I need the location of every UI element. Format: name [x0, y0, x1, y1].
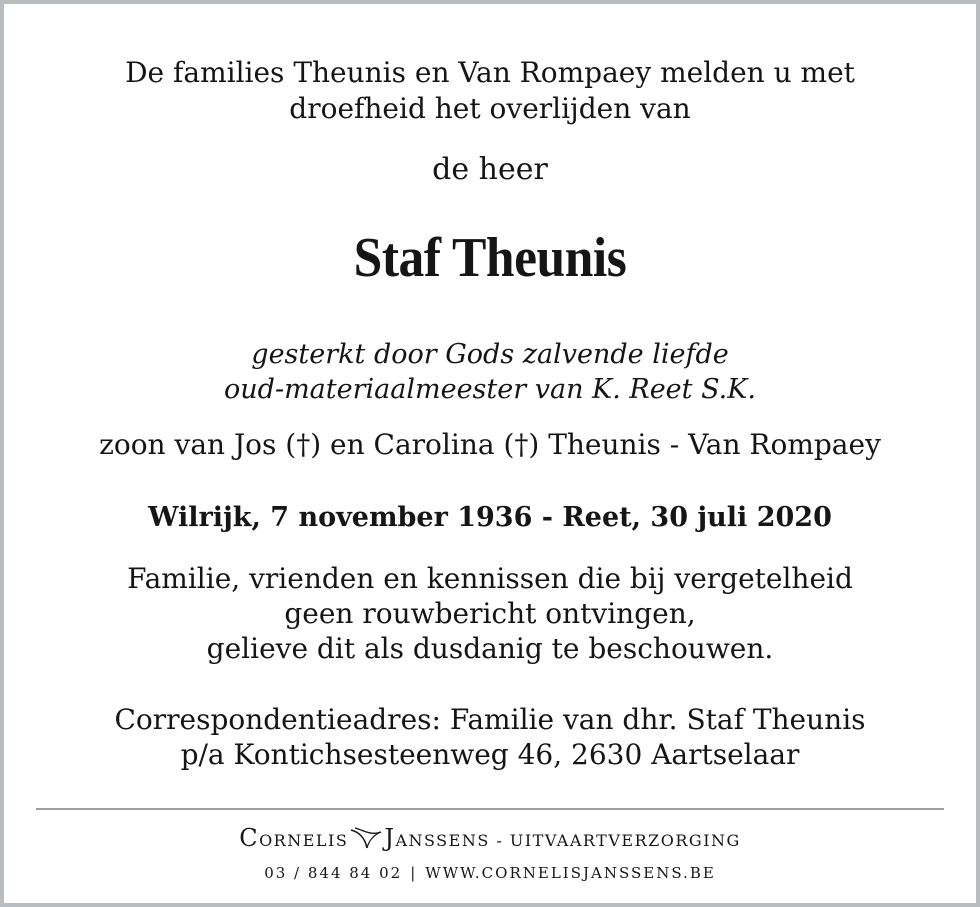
title-honorific: de heer — [432, 152, 548, 187]
notice-line-2: geen rouwbericht ontvingen, — [284, 597, 696, 630]
brand-initial-j: J — [384, 824, 396, 852]
brand-swoosh-icon — [349, 826, 383, 854]
address-line-2: p/a Kontichsesteenweg 46, 2630 Aartselaar — [180, 738, 800, 771]
funeral-home-contact — [4, 864, 976, 882]
brand-word-ornelis: ORNELIS — [259, 831, 349, 850]
notice-line-1: Familie, vrienden en kennissen die bij vergetelheid — [127, 562, 853, 595]
funeral-home-brand — [4, 824, 976, 854]
brand-initial-c: C — [239, 824, 260, 852]
footer-divider — [36, 808, 944, 810]
birth-death-dates: Wilrijk, 7 november 1936 - Reet, 30 juli 2020 — [148, 502, 832, 533]
brand-word-anssens: ANSSENS - UITVAARTVERZORGING — [395, 831, 741, 850]
phone-number: 03 / 844 84 02 — [264, 864, 403, 882]
address-line-1: Correspondentieadres: Familie van dhr. Staf Theunis — [114, 703, 866, 736]
intro-line-2: droefheid het overlijden van — [289, 92, 691, 125]
deceased-name: Staf Theunis — [353, 227, 627, 289]
subtitle-line-2: oud-materiaalmeester van K. Reet S.K. — [224, 374, 756, 405]
subtitle-line-1: gesterkt door Gods zalvende liefde — [251, 339, 729, 370]
notice-line-3: gelieve dit als dusdanig te beschouwen. — [206, 632, 774, 665]
contact-separator: | — [410, 864, 418, 882]
parents-line: zoon van Jos (†) en Carolina (†) Theunis - Van Rompaey — [99, 428, 881, 461]
website-link[interactable]: WWW.CORNELISJANSSENS.BE — [425, 864, 716, 882]
intro-line-1: De families Theunis en Van Rompaey melden u met — [125, 56, 855, 89]
